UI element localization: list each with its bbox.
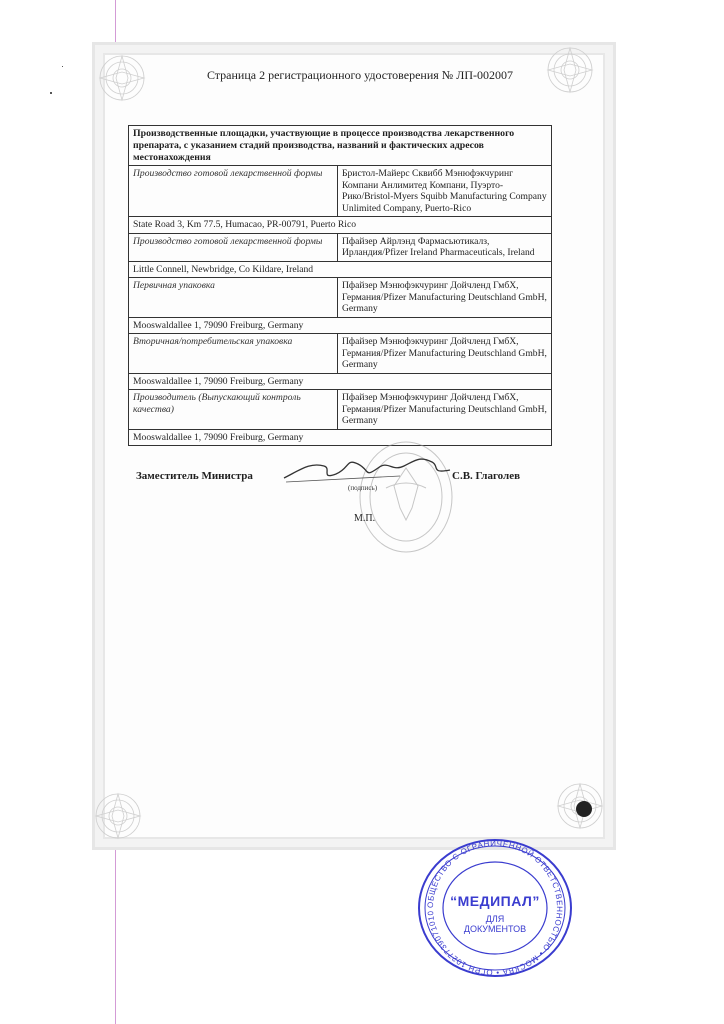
address-cell: Mooswaldallee 1, 79090 Freiburg, Germany: [129, 429, 552, 446]
table-row: [129, 261, 552, 278]
stamp-line1: ДЛЯ: [485, 914, 505, 924]
production-sites-table: [128, 125, 552, 446]
stage-cell: Производство готовой лекарственной формы: [129, 166, 338, 217]
scan-speck: [50, 92, 52, 94]
table-row: [129, 233, 552, 261]
address-cell: Mooswaldallee 1, 79090 Freiburg, Germany: [129, 317, 552, 334]
page-header: Страница 2 регистрационного удостоверения № ЛП-002007: [206, 68, 514, 82]
table-row: [129, 217, 552, 234]
stamp-company-name: “МЕДИПАЛ”: [450, 893, 540, 909]
table-row: [129, 334, 552, 374]
stage-cell: Производитель (Выпускающий контроль качества): [129, 390, 338, 430]
handwritten-signature-icon: [280, 448, 460, 488]
address-cell: State Road 3, Km 77.5, Humacao, PR-00791, Puerto Rico: [129, 217, 552, 234]
punch-hole-icon: [576, 801, 592, 817]
stage-cell: Первичная упаковка: [129, 278, 338, 318]
company-cell: Пфайзер Мэнюфэкчуринг Дойчленд ГмбХ, Германия/Pfizer Manufacturing Deutschland GmbH, Germany: [338, 334, 552, 374]
signatory-name: С.В. Глаголев: [452, 470, 521, 482]
stamp-ring-text: ОБЩЕСТВО С ОГРАНИЧЕННОЙ ОТВЕТСТВЕННОСТЬЮ • МОСКВА • ОГРН 1027739071010: [425, 838, 565, 978]
table-row: [129, 166, 552, 217]
signature-caption: (подпись): [348, 484, 378, 492]
table-row: [129, 278, 552, 318]
table-row: [129, 429, 552, 446]
address-cell: Little Connell, Newbridge, Co Kildare, Ireland: [129, 261, 552, 278]
stage-cell: Вторичная/потребительская упаковка: [129, 334, 338, 374]
company-cell: Пфайзер Мэнюфэкчуринг Дойчленд ГмбХ, Германия/Pfizer Manufacturing Deutschland GmbH, Germany: [338, 278, 552, 318]
company-cell: Пфайзер Мэнюфэкчуринг Дойчленд ГмбХ, Германия/Pfizer Manufacturing Deutschland GmbH, Germany: [338, 390, 552, 430]
stamp-line2: ДОКУМЕНТОВ: [463, 924, 527, 934]
scan-speck: [62, 66, 63, 67]
table-row: [129, 373, 552, 390]
seal-place-mark: М.П.: [354, 513, 376, 524]
guilloche-ornament-icon: [88, 786, 148, 846]
table-row: [129, 390, 552, 430]
table-row: [129, 317, 552, 334]
address-cell: Mooswaldallee 1, 79090 Freiburg, Germany: [129, 373, 552, 390]
company-cell: Бристол-Майерс Сквибб Мэнюфэкчуринг Компани Анлимитед Компани, Пуэрто-Рико/Bristol-Myers Squibb Manufacturing Company Unlimited Company, Puerto-Rico: [338, 166, 552, 217]
table-title: Производственные площадки, участвующие в процессе производства лекарственного препарата, с указанием стадий производства, названий и фактических адресов местонахождения: [129, 126, 552, 166]
stage-cell: Производство готовой лекарственной формы: [129, 233, 338, 261]
signatory-title: Заместитель Министра: [136, 470, 253, 482]
company-cell: Пфайзер Айрлэнд Фармасьютикалз, Ирландия/Pfizer Ireland Pharmaceuticals, Ireland: [338, 233, 552, 261]
